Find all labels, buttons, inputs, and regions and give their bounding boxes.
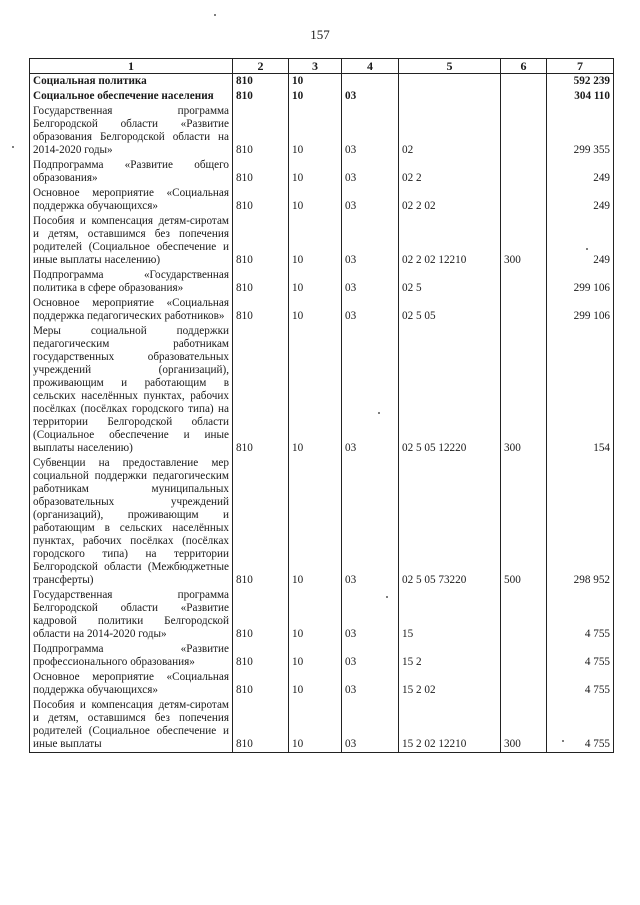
row-code-ministry-cell: 810 [233,186,289,214]
row-code-section-cell: 10 [289,74,342,90]
row-amount-cell: 299 106 [547,296,614,324]
row-code-ministry-cell: 810 [233,642,289,670]
row-name-cell: Пособия и компенсация детям-сиротам и детям, оставшимся без попечения родителей (Социальное обеспечение и иные выплаты [30,698,233,753]
header-col-3: 3 [289,59,342,74]
page-number: 157 [310,27,330,42]
row-code-section-cell: 10 [289,588,342,642]
row-name-cell: Подпрограмма «Развитие общего образования» [30,158,233,186]
row-code-expense-type-cell: 300 [501,214,547,268]
row-code-target-cell: 02 2 02 12210 [399,214,501,268]
row-name-cell: Социальное обеспечение населения [30,89,233,104]
row-code-target-cell: 02 5 05 73220 [399,456,501,588]
table-row [30,186,614,214]
table-row [30,588,614,642]
table-row [30,104,614,158]
row-code-target-cell [399,74,501,90]
row-code-expense-type-cell [501,670,547,698]
row-code-target-cell [399,89,501,104]
row-code-ministry-cell: 810 [233,670,289,698]
row-code-expense-type-cell [501,588,547,642]
row-code-expense-type-cell [501,158,547,186]
row-code-section-cell: 10 [289,268,342,296]
row-amount-cell: 249 [547,186,614,214]
table-row [30,158,614,186]
row-code-expense-type-cell [501,89,547,104]
table-row [30,296,614,324]
table-row [30,268,614,296]
row-code-target-cell: 15 2 02 12210 [399,698,501,753]
scan-speck [214,14,216,16]
row-code-section-cell: 10 [289,296,342,324]
row-name-cell: Меры социальной поддержки педагогическим работникам государственных образовательных учреждений (организаций), проживающим и работающим в сельских населённых пунктах, рабочих посёлках (посёлках городского типа) на территории Белгородской области (Социальное обеспечение и иные выплаты населению) [30,324,233,456]
row-code-expense-type-cell [501,104,547,158]
row-code-expense-type-cell [501,642,547,670]
row-code-ministry-cell: 810 [233,588,289,642]
row-amount-cell: 592 239 [547,74,614,90]
row-amount-cell: 154 [547,324,614,456]
row-code-section-cell: 10 [289,214,342,268]
scan-speck [562,740,564,742]
row-code-target-cell: 15 [399,588,501,642]
row-code-section-cell: 10 [289,642,342,670]
row-amount-cell: 298 952 [547,456,614,588]
scan-speck [586,248,588,250]
row-code-expense-type-cell: 300 [501,324,547,456]
table-row [30,324,614,456]
row-code-section-cell: 10 [289,89,342,104]
row-amount-cell: 4 755 [547,698,614,753]
row-code-ministry-cell: 810 [233,296,289,324]
row-code-ministry-cell: 810 [233,698,289,753]
scan-speck [12,146,14,148]
header-col-4: 4 [342,59,399,74]
row-amount-cell: 249 [547,158,614,186]
row-name-cell: Социальная политика [30,74,233,90]
row-name-cell: Подпрограмма «Развитие профессионального образования» [30,642,233,670]
row-code-section-cell: 10 [289,324,342,456]
row-name-cell: Основное мероприятие «Социальная поддержка педагогических работников» [30,296,233,324]
row-code-expense-type-cell [501,74,547,90]
row-code-ministry-cell: 810 [233,74,289,90]
row-code-subsection-cell: 03 [342,588,399,642]
row-code-subsection-cell: 03 [342,642,399,670]
table-row [30,74,614,90]
row-code-target-cell: 02 [399,104,501,158]
budget-table [29,58,614,753]
row-code-target-cell: 02 5 05 [399,296,501,324]
header-col-2: 2 [233,59,289,74]
row-amount-cell: 4 755 [547,588,614,642]
row-code-section-cell: 10 [289,456,342,588]
row-code-ministry-cell: 810 [233,89,289,104]
header-col-1: 1 [30,59,233,74]
table-header-row [30,59,614,74]
row-code-section-cell: 10 [289,670,342,698]
row-code-ministry-cell: 810 [233,456,289,588]
row-code-subsection-cell: 03 [342,324,399,456]
row-amount-cell: 4 755 [547,670,614,698]
row-code-ministry-cell: 810 [233,324,289,456]
row-code-subsection-cell: 03 [342,670,399,698]
row-code-section-cell: 10 [289,158,342,186]
row-amount-cell: 299 355 [547,104,614,158]
row-amount-cell: 304 110 [547,89,614,104]
row-code-subsection-cell: 03 [342,104,399,158]
row-name-cell: Субвенции на предоставление мер социальной поддержки педагогическим работникам муниципальных образовательных учреждений (организаций), проживающим и работающим в сельских населённых пунктах, рабочих посёлках (посёлках городского типа) на территории Белгородской области (Межбюджетные трансферты) [30,456,233,588]
row-code-expense-type-cell: 300 [501,698,547,753]
row-name-cell: Подпрограмма «Государственная политика в сфере образования» [30,268,233,296]
row-amount-cell: 249 [547,214,614,268]
row-amount-cell: 4 755 [547,642,614,670]
row-code-ministry-cell: 810 [233,104,289,158]
row-code-expense-type-cell [501,186,547,214]
table-row [30,214,614,268]
row-code-subsection-cell [342,74,399,90]
row-name-cell: Пособия и компенсация детям-сиротам и детям, оставшимся без попечения родителей (Социальное обеспечение и иные выплаты населению) [30,214,233,268]
scan-speck [378,412,380,414]
row-code-section-cell: 10 [289,104,342,158]
row-code-target-cell: 15 2 [399,642,501,670]
row-amount-cell: 299 106 [547,268,614,296]
row-code-ministry-cell: 810 [233,214,289,268]
row-code-section-cell: 10 [289,698,342,753]
row-code-subsection-cell: 03 [342,158,399,186]
table-row [30,670,614,698]
scan-speck [386,596,388,598]
row-code-target-cell: 02 5 [399,268,501,296]
row-code-section-cell: 10 [289,186,342,214]
row-code-subsection-cell: 03 [342,268,399,296]
row-name-cell: Государственная программа Белгородской области «Развитие кадровой политики Белгородской области на 2014-2020 годы» [30,588,233,642]
row-code-subsection-cell: 03 [342,214,399,268]
row-code-target-cell: 02 2 02 [399,186,501,214]
row-code-target-cell: 15 2 02 [399,670,501,698]
row-name-cell: Основное мероприятие «Социальная поддержка обучающихся» [30,670,233,698]
row-code-ministry-cell: 810 [233,268,289,296]
row-code-subsection-cell: 03 [342,186,399,214]
row-code-expense-type-cell [501,296,547,324]
table-row [30,89,614,104]
row-code-subsection-cell: 03 [342,89,399,104]
row-code-target-cell: 02 2 [399,158,501,186]
row-name-cell: Основное мероприятие «Социальная поддержка обучающихся» [30,186,233,214]
row-name-cell: Государственная программа Белгородской области «Развитие образования Белгородской области на 2014-2020 годы» [30,104,233,158]
row-code-subsection-cell: 03 [342,456,399,588]
header-col-7: 7 [547,59,614,74]
table-row [30,642,614,670]
header-col-6: 6 [501,59,547,74]
row-code-ministry-cell: 810 [233,158,289,186]
row-code-expense-type-cell: 500 [501,456,547,588]
table-row [30,456,614,588]
row-code-subsection-cell: 03 [342,698,399,753]
row-code-expense-type-cell [501,268,547,296]
header-col-5: 5 [399,59,501,74]
table-row [30,698,614,753]
row-code-target-cell: 02 5 05 12220 [399,324,501,456]
row-code-subsection-cell: 03 [342,296,399,324]
